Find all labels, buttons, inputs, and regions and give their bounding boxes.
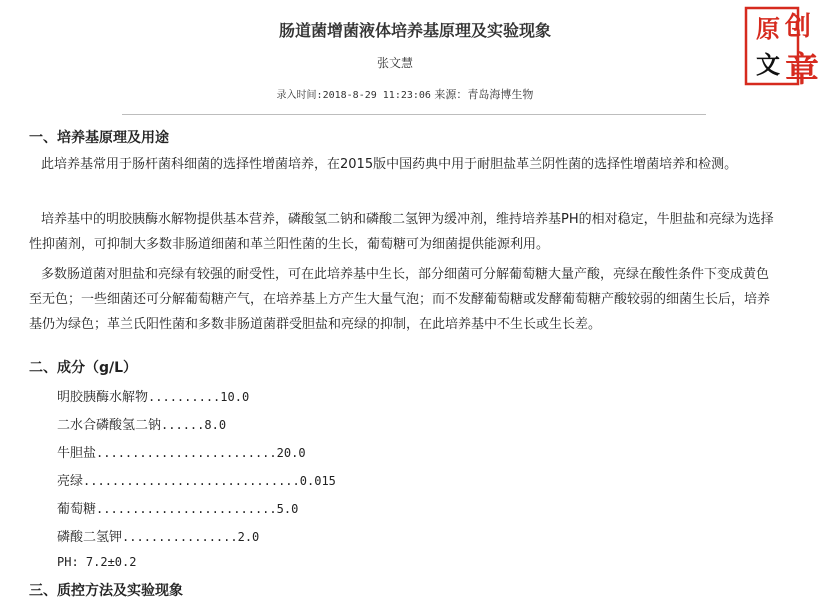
ingredient-row	[57, 470, 336, 489]
article-author: 张文慧	[376, 56, 413, 70]
ingredient-row	[57, 414, 226, 433]
header-divider	[122, 114, 706, 115]
ingredient-name: 二水合磷酸氢二钠	[57, 418, 162, 433]
stamp-char-4: 章	[785, 50, 819, 90]
ingredient-name: 葡萄糖	[57, 502, 97, 517]
ingredient-value: 5.0	[276, 502, 299, 516]
ingredient-name: 磷酸二氢钾	[57, 530, 123, 545]
paragraph-3: 多数肠道菌对胆盐和亮绿有较强的耐受性，可在此培养基中生长，部分细菌可分解葡萄糖大量产酸，亮绿在酸性条件下变成黄色至无色；一些细菌还可分解葡萄糖产气，在培养基上方产生大量气泡；而不发酵葡萄糖或发酵葡萄糖产酸较弱的细菌生长后，培养基仍为绿色；革兰氏阳性菌和多数非肠道菌群受胆盐和亮绿的抑制，在此培养基中不生长或生长差。	[29, 267, 771, 332]
entry-time: 录入时间:2018-8-29 11:23:06	[276, 90, 431, 101]
source-text: 来源：青岛海博生物	[430, 88, 534, 101]
leader-dots: ................	[122, 530, 238, 544]
leader-dots: .........................	[96, 502, 277, 516]
ingredient-name: 亮绿	[57, 474, 84, 489]
ingredient-value: 20.0	[276, 446, 306, 460]
section-heading-qc: 三、质控方法及实验现象	[29, 583, 183, 599]
ph-value	[57, 555, 136, 570]
stamp-char-3: 文	[756, 50, 780, 79]
ingredient-row	[57, 526, 259, 545]
ph-text: PH: 7.2±0.2	[57, 555, 137, 569]
ingredient-value: 0.015	[299, 474, 336, 488]
paragraph-1: 此培养基常用于肠杆菌科细菌的选择性增菌培养，在2015版中国药典中用于耐胆盐革兰阴性菌的选择性增菌培养和检测。	[41, 157, 738, 172]
leader-dots: ......	[161, 418, 205, 432]
section-heading-principle: 一、培养基原理及用途	[29, 130, 169, 146]
leader-dots: ..............................	[83, 474, 300, 488]
ingredient-row	[57, 386, 249, 405]
article-meta	[0, 86, 810, 102]
article-title: 肠道菌增菌液体培养基原理及实验现象	[278, 21, 551, 40]
ingredient-row	[57, 498, 298, 517]
ingredient-value: 2.0	[237, 530, 260, 544]
leader-dots: .........................	[96, 446, 277, 460]
stamp-char-2: 创	[784, 12, 812, 42]
ingredient-name: 明胶胰酶水解物	[57, 390, 149, 405]
paragraph-2: 培养基中的明胶胰酶水解物提供基本营养，磷酸氢二钠和磷酸二氢钾为缓冲剂，维持培养基PH的相对稳定，牛胆盐和亮绿为选择性抑菌剂，可抑制大多数非肠道细菌和革兰阳性菌的生长，葡萄糖可为细菌提供能源利用。	[29, 212, 774, 252]
ingredient-row	[57, 442, 306, 461]
section-heading-composition: 二、成分（g/L）	[29, 360, 138, 376]
ingredient-value: 10.0	[220, 390, 250, 404]
ingredient-value: 8.0	[204, 418, 227, 432]
leader-dots: ..........	[148, 390, 221, 404]
ingredient-name: 牛胆盐	[57, 446, 97, 461]
stamp-char-1: 原	[756, 14, 780, 43]
original-article-stamp	[744, 5, 822, 93]
